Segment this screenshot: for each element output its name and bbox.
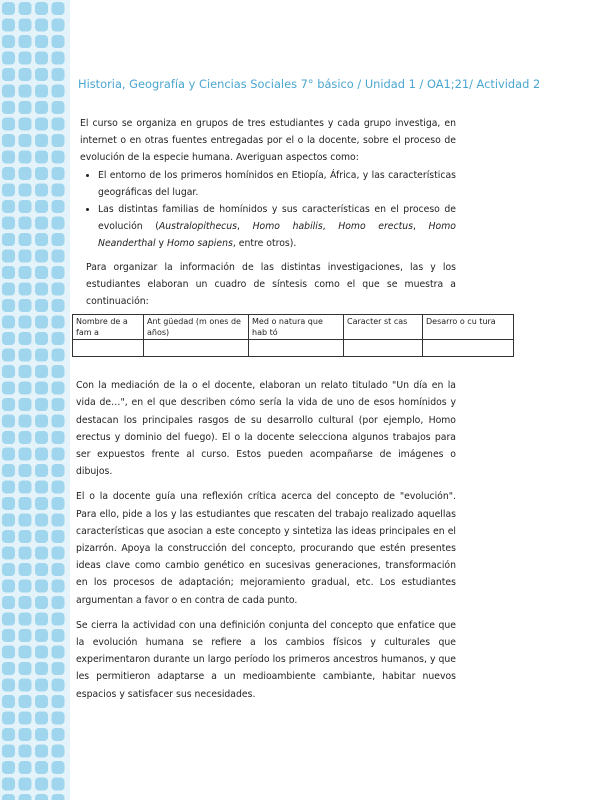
decorative-tile xyxy=(52,217,65,230)
decorative-tile xyxy=(52,101,65,114)
decorative-tile xyxy=(19,530,32,543)
decorative-tile xyxy=(52,448,65,461)
decorative-tile xyxy=(52,2,65,15)
body-paragraph: El o la docente guía una reflexión crítica acerca del concepto de "evolución". Para ello, pide a los y las estudiantes que rescaten del trabajo realizado aquellas características que asocian a este concepto y sintetiza las ideas principales en el pizarrón. Apoya la construcción del concepto, procurando que estén presentes ideas clave como cambio genético en sucesivas generaciones, transformación en los procesos de adaptación; mejoramiento gradual, etc. Los estudiantes argumentan a favor o en contra de cada punto. xyxy=(76,491,456,606)
decorative-tile xyxy=(52,349,65,362)
decorative-tile xyxy=(35,745,48,758)
decorative-tile xyxy=(2,299,15,312)
decorative-tile xyxy=(52,464,65,477)
decorative-tile xyxy=(19,431,32,444)
decorative-tile xyxy=(52,200,65,213)
decorative-tile xyxy=(19,68,32,81)
decorative-tile xyxy=(19,712,32,725)
decorative-tile xyxy=(35,431,48,444)
decorative-tile xyxy=(2,101,15,114)
decorative-tile xyxy=(35,629,48,642)
decorative-tile xyxy=(19,662,32,675)
decorative-tile xyxy=(2,728,15,741)
decorative-tile xyxy=(19,514,32,527)
decorative-tile xyxy=(52,728,65,741)
decorative-tile xyxy=(35,332,48,345)
decorative-tile xyxy=(35,35,48,48)
decorative-tile xyxy=(52,299,65,312)
decorative-tile xyxy=(2,662,15,675)
decorative-tile xyxy=(52,118,65,131)
column-header: Desarro o cu tura xyxy=(423,315,514,340)
decorative-tile xyxy=(52,761,65,774)
decorative-tile xyxy=(19,101,32,114)
decorative-tile xyxy=(19,332,32,345)
decorative-tile xyxy=(35,679,48,692)
decorative-tile xyxy=(19,365,32,378)
activity-steps xyxy=(76,377,456,703)
decorative-tile xyxy=(35,19,48,32)
species-name: Homo sapiens xyxy=(166,238,233,250)
decorative-tile xyxy=(19,283,32,296)
decorative-tile xyxy=(2,794,15,800)
decorative-tile xyxy=(19,200,32,213)
species-name: Homo habilis xyxy=(252,221,323,233)
decorative-tile xyxy=(52,52,65,65)
decorative-tile xyxy=(35,316,48,329)
decorative-tile xyxy=(19,629,32,642)
decorative-tile xyxy=(2,646,15,659)
decorative-tile xyxy=(19,464,32,477)
decorative-tile xyxy=(35,68,48,81)
decorative-tile xyxy=(52,530,65,543)
decorative-tile xyxy=(52,151,65,164)
decorative-tile xyxy=(35,217,48,230)
decorative-tile xyxy=(2,283,15,296)
decorative-tile xyxy=(2,712,15,725)
body-paragraph: Con la mediación de la o el docente, elaboran un relato titulado "Un día en la vida de…", en el que describen cómo sería la vida de uno de esos homínidos y destacan los principales rasgos de su desarrollo cultural (por ejemplo, Homo erectus y dominio del fuego). El o la docente selecciona algunos trabajos para ser expuestos frente al curso. Estos pueden acompañarse de imágenes o dibujos. xyxy=(76,380,456,478)
decorative-tile xyxy=(35,778,48,791)
decorative-tile xyxy=(52,547,65,560)
decorative-tile xyxy=(2,68,15,81)
decorative-tile xyxy=(35,85,48,98)
decorative-tile xyxy=(19,184,32,197)
decorative-tile xyxy=(52,563,65,576)
decorative-tile xyxy=(52,283,65,296)
decorative-tile xyxy=(52,316,65,329)
decorative-tile xyxy=(2,679,15,692)
decorative-tile xyxy=(2,184,15,197)
decorative-tile xyxy=(52,184,65,197)
decorative-tile xyxy=(2,580,15,593)
decorative-tile xyxy=(35,481,48,494)
decorative-tile xyxy=(19,52,32,65)
decorative-tile xyxy=(2,596,15,609)
decorative-tile xyxy=(35,563,48,576)
decorative-tile xyxy=(2,19,15,32)
decorative-tile xyxy=(19,646,32,659)
column-header: Nombre de a fam a xyxy=(73,315,144,340)
table-header-row xyxy=(73,315,514,340)
decorative-tile xyxy=(19,266,32,279)
page-header xyxy=(78,77,593,91)
decorative-tile xyxy=(35,299,48,312)
aspect-list xyxy=(80,167,456,253)
decorative-tile xyxy=(19,794,32,800)
decorative-tile xyxy=(52,415,65,428)
decorative-tile xyxy=(2,151,15,164)
decorative-tile xyxy=(19,695,32,708)
decorative-tile xyxy=(52,745,65,758)
decorative-tile xyxy=(19,217,32,230)
decorative-tile xyxy=(35,580,48,593)
decorative-tile xyxy=(52,365,65,378)
decorative-tile xyxy=(35,497,48,510)
decorative-tile xyxy=(52,662,65,675)
decorative-tile xyxy=(52,514,65,527)
decorative-tile xyxy=(2,52,15,65)
decorative-tile xyxy=(35,349,48,362)
decorative-tile xyxy=(35,794,48,800)
decorative-tile xyxy=(19,596,32,609)
decorative-tile xyxy=(2,85,15,98)
decorative-tile xyxy=(19,497,32,510)
decorative-tile xyxy=(35,250,48,263)
body-paragraph: Se cierra la actividad con una definición conjunta del concepto que enfatice que la evolución humana se refiere a los cambios físicos y culturales que experimentaron durante un largo período los primeros ancestros humanos, y que les permitieron adaptarse a un medioambiente cambiante, habitar nuevos espacios y satisfacer sus necesidades. xyxy=(76,619,456,700)
decorative-tile xyxy=(52,596,65,609)
decorative-tile xyxy=(52,629,65,642)
synthesis-table xyxy=(72,314,514,357)
decorative-tile xyxy=(19,167,32,180)
decorative-tile xyxy=(2,382,15,395)
decorative-tile xyxy=(2,431,15,444)
decorative-tile xyxy=(52,85,65,98)
decorative-tile xyxy=(35,151,48,164)
decorative-tile xyxy=(2,118,15,131)
decorative-tile xyxy=(2,217,15,230)
species-name: Homo erectus xyxy=(338,221,413,233)
decorative-tile xyxy=(35,200,48,213)
decorative-tile xyxy=(35,134,48,147)
decorative-tile xyxy=(52,167,65,180)
table-cell xyxy=(344,340,423,357)
table-cell xyxy=(423,340,514,357)
decorative-tile xyxy=(19,35,32,48)
decorative-tile xyxy=(2,266,15,279)
decorative-tile xyxy=(35,382,48,395)
decorative-tile xyxy=(2,349,15,362)
decorative-tile xyxy=(19,2,32,15)
decorative-tile xyxy=(52,134,65,147)
decorative-tile xyxy=(2,497,15,510)
decorative-tile xyxy=(35,547,48,560)
table-cell xyxy=(249,340,344,357)
decorative-tile xyxy=(35,695,48,708)
intro-paragraph: El curso se organiza en grupos de tres estudiantes y cada grupo investiga, en internet o en otras fuentes entregadas por el o la docente, sobre el proceso de evolución de la especie humana. Averiguan aspectos como: xyxy=(80,118,456,164)
decorative-tile xyxy=(19,761,32,774)
decorative-tile xyxy=(2,761,15,774)
decorative-tile xyxy=(19,563,32,576)
decorative-tile xyxy=(19,778,32,791)
decorative-tile xyxy=(35,596,48,609)
decorative-tile xyxy=(19,745,32,758)
decorative-tile xyxy=(35,761,48,774)
decorative-tile xyxy=(35,101,48,114)
decorative-tile-pattern xyxy=(0,0,70,800)
decorative-tile xyxy=(2,200,15,213)
decorative-tile xyxy=(19,134,32,147)
decorative-tile xyxy=(52,68,65,81)
species-name: Australopithecus xyxy=(158,221,238,233)
decorative-tile xyxy=(52,778,65,791)
decorative-tile xyxy=(52,679,65,692)
decorative-tile xyxy=(52,382,65,395)
decorative-tile xyxy=(19,679,32,692)
decorative-tile xyxy=(2,134,15,147)
decorative-tile xyxy=(2,35,15,48)
decorative-tile xyxy=(2,613,15,626)
decorative-tile xyxy=(19,728,32,741)
column-header: Caracter st cas xyxy=(344,315,423,340)
decorative-tile xyxy=(35,415,48,428)
decorative-tile xyxy=(35,283,48,296)
decorative-tile xyxy=(52,233,65,246)
decorative-tile xyxy=(19,19,32,32)
decorative-tile xyxy=(2,530,15,543)
decorative-tile xyxy=(52,613,65,626)
decorative-tile xyxy=(35,398,48,411)
decorative-tile xyxy=(19,316,32,329)
decorative-tile xyxy=(35,118,48,131)
decorative-tile xyxy=(19,398,32,411)
decorative-tile xyxy=(2,398,15,411)
decorative-tile xyxy=(52,497,65,510)
decorative-tile xyxy=(35,167,48,180)
decorative-tile xyxy=(2,745,15,758)
column-header: Med o natura que hab tó xyxy=(249,315,344,340)
decorative-tile xyxy=(52,35,65,48)
decorative-tile xyxy=(19,547,32,560)
decorative-tile xyxy=(19,481,32,494)
decorative-tile xyxy=(35,728,48,741)
decorative-tile xyxy=(2,233,15,246)
decorative-tile xyxy=(2,464,15,477)
decorative-tile xyxy=(2,167,15,180)
decorative-tile xyxy=(19,233,32,246)
list-item: • Las distintas familias de homínidos y sus características en el proceso de evolución (Australopithecus, Homo habilis, Homo erectus, Homo Neanderthal y Homo sapiens, entre otros). xyxy=(98,201,456,253)
decorative-tile xyxy=(19,151,32,164)
decorative-tile xyxy=(35,530,48,543)
decorative-tile xyxy=(2,695,15,708)
decorative-tile xyxy=(19,382,32,395)
decorative-tile xyxy=(19,250,32,263)
decorative-tile xyxy=(2,514,15,527)
decorative-tile xyxy=(52,712,65,725)
column-header: Ant güedad (m ones de años) xyxy=(144,315,249,340)
decorative-tile xyxy=(35,184,48,197)
decorative-tile xyxy=(35,613,48,626)
decorative-tile xyxy=(19,613,32,626)
decorative-tile xyxy=(19,299,32,312)
species-name: Homo Neanderthal xyxy=(98,221,456,250)
header-title: Historia, Geografía y Ciencias Sociales 7° básico / Unidad 1 / OA1;21/ Actividad 2 xyxy=(78,77,541,91)
decorative-tile xyxy=(2,547,15,560)
decorative-tile xyxy=(35,712,48,725)
decorative-tile xyxy=(2,629,15,642)
decorative-tile xyxy=(35,514,48,527)
decorative-tile xyxy=(35,464,48,477)
decorative-tile xyxy=(52,646,65,659)
decorative-tile xyxy=(2,563,15,576)
decorative-tile xyxy=(19,448,32,461)
decorative-tile xyxy=(52,580,65,593)
table-row xyxy=(73,340,514,357)
decorative-tile xyxy=(2,481,15,494)
decorative-tile xyxy=(52,695,65,708)
decorative-tile xyxy=(35,662,48,675)
decorative-tile xyxy=(52,481,65,494)
decorative-tile xyxy=(35,448,48,461)
decorative-tile xyxy=(19,118,32,131)
decorative-tile xyxy=(52,266,65,279)
list-item: • El entorno de los primeros homínidos en Etiopía, África, y las características geográficas del lugar. xyxy=(98,167,456,201)
decorative-tile xyxy=(52,431,65,444)
decorative-tile xyxy=(52,794,65,800)
decorative-tile xyxy=(35,233,48,246)
decorative-tile xyxy=(52,332,65,345)
decorative-tile xyxy=(19,349,32,362)
table-cell xyxy=(73,340,144,357)
decorative-tile xyxy=(35,646,48,659)
decorative-tile xyxy=(2,250,15,263)
decorative-tile xyxy=(35,2,48,15)
table-cell xyxy=(144,340,249,357)
decorative-tile xyxy=(2,332,15,345)
decorative-tile xyxy=(19,85,32,98)
decorative-tile xyxy=(2,778,15,791)
decorative-tile xyxy=(35,266,48,279)
decorative-tile xyxy=(52,250,65,263)
activity-body xyxy=(76,115,496,711)
decorative-tile xyxy=(19,580,32,593)
decorative-tile xyxy=(2,2,15,15)
decorative-tile xyxy=(52,398,65,411)
decorative-tile xyxy=(2,365,15,378)
decorative-tile xyxy=(2,415,15,428)
decorative-tile xyxy=(2,316,15,329)
decorative-tile xyxy=(35,52,48,65)
decorative-tile xyxy=(35,365,48,378)
decorative-tile xyxy=(52,19,65,32)
decorative-tile xyxy=(19,415,32,428)
table-intro: Para organizar la información de las distintas investigaciones, las y los estudiantes elaboran un cuadro de síntesis como el que se muestra a continuación: xyxy=(86,261,456,308)
decorative-tile xyxy=(2,448,15,461)
